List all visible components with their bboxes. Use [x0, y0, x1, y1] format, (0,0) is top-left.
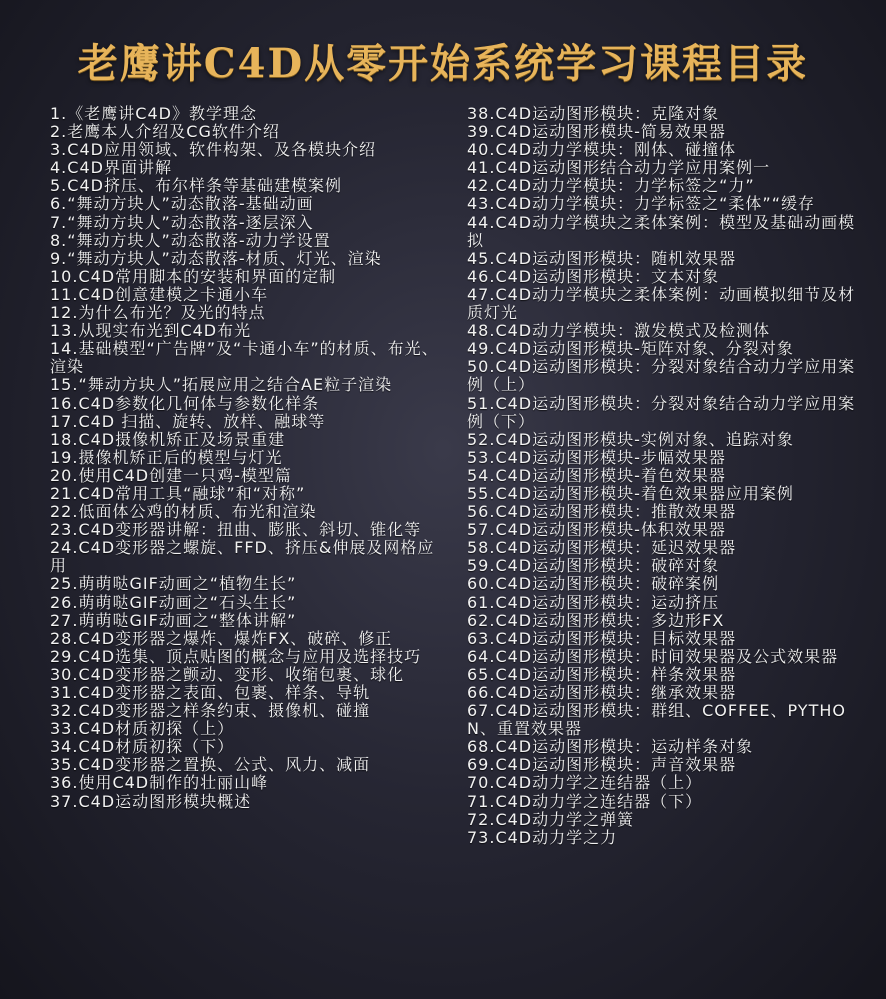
- course-item: 17.C4D 扫描、旋转、放样、融球等: [50, 411, 326, 431]
- course-item: 64.C4D运动图形模块：时间效果器及公式效果器: [467, 646, 839, 666]
- course-item: 10.C4D常用脚本的安装和界面的定制: [50, 266, 337, 286]
- course-item: 59.C4D运动图形模块：破碎对象: [467, 556, 720, 576]
- course-item: 58.C4D运动图形模块：延迟效果器: [467, 538, 737, 558]
- course-item: 65.C4D运动图形模块：样条效果器: [467, 664, 737, 684]
- course-item: 63.C4D运动图形模块：目标效果器: [467, 628, 737, 648]
- course-item: 66.C4D运动图形模块：继承效果器: [467, 683, 737, 702]
- course-item: 46.C4D运动图形模块：文本对象: [467, 266, 720, 286]
- course-item: 24.C4D变形器之螺旋、FFD、挤压&伸展及网格应用: [50, 538, 435, 576]
- course-item: 70.C4D动力学之连结器（上）: [467, 773, 703, 793]
- course-item: 37.C4D运动图形模块概述: [50, 791, 252, 811]
- course-item: 38.C4D运动图形模块：克隆对象: [467, 104, 720, 123]
- course-item: 67.C4D运动图形模块：群组、COFFEE、PYTHON、重置效果器: [467, 701, 846, 739]
- course-item: 71.C4D动力学之连结器（下）: [467, 791, 703, 811]
- course-item: 2.老鹰本人介绍及CG软件介绍: [50, 122, 280, 142]
- course-item: 60.C4D运动图形模块：破碎案例: [467, 574, 720, 594]
- course-item: 6.“舞动方块人”动态散落-基础动画: [50, 194, 314, 214]
- course-item: 29.C4D选集、顶点贴图的概念与应用及选择技巧: [50, 646, 422, 666]
- course-item: 54.C4D运动图形模块-着色效果器: [467, 465, 726, 485]
- course-item: 9.“舞动方块人”动态散落-材质、灯光、渲染: [50, 248, 382, 268]
- course-list-right: [467, 105, 859, 847]
- course-item: 62.C4D运动图形模块：多边形FX: [467, 610, 725, 630]
- course-item: 51.C4D运动图形模块：分裂对象结合动力学应用案例（下）: [467, 393, 856, 431]
- course-item: 19.摄像机矫正后的模型与灯光: [50, 447, 283, 467]
- course-item: 14.基础模型“广告牌”及“卡通小车”的材质、布光、渲染: [50, 339, 439, 377]
- course-item: 56.C4D运动图形模块：推散效果器: [467, 502, 737, 522]
- page-title: 老鹰讲C4D从零开始系统学习课程目录: [77, 40, 809, 87]
- course-item: 13.从现实布光到C4D布光: [50, 321, 252, 341]
- course-item: 33.C4D材质初探（上）: [50, 719, 235, 739]
- course-item: 11.C4D创意建模之卡通小车: [50, 284, 269, 304]
- course-item: 36.使用C4D制作的壮丽山峰: [50, 773, 269, 793]
- course-item: 1.《老鹰讲C4D》教学理念: [50, 104, 257, 123]
- course-item: 20.使用C4D创建一只鸡-模型篇: [50, 465, 292, 485]
- course-item: 61.C4D运动图形模块：运动挤压: [467, 592, 720, 612]
- course-item: 30.C4D变形器之颤动、变形、收缩包裹、球化: [50, 664, 405, 684]
- course-item: 55.C4D运动图形模块-着色效果器应用案例: [467, 483, 794, 503]
- course-item: 45.C4D运动图形模块：随机效果器: [467, 248, 737, 268]
- course-item: 15.“舞动方块人”拓展应用之结合AE粒子渲染: [50, 375, 393, 395]
- course-item: 44.C4D动力学模块之柔体案例：模型及基础动画模拟: [467, 212, 856, 250]
- course-item: 18.C4D摄像机矫正及场景重建: [50, 429, 286, 449]
- course-item: 47.C4D动力学模块之柔体案例：动画模拟细节及材质灯光: [467, 284, 856, 323]
- course-item: 4.C4D界面讲解: [50, 158, 172, 178]
- course-item: 28.C4D变形器之爆炸、爆炸FX、破碎、修正: [50, 628, 393, 648]
- course-item: 32.C4D变形器之样条约束、摄像机、碰撞: [50, 701, 371, 721]
- course-item: 22.低面体公鸡的材质、布光和渲染: [50, 502, 317, 522]
- course-item: 57.C4D运动图形模块-体积效果器: [467, 520, 726, 540]
- course-item: 12.为什么布光？及光的特点: [50, 303, 266, 323]
- course-list-left: [50, 105, 448, 811]
- course-item: 72.C4D动力学之弹簧: [467, 809, 635, 829]
- course-item: 21.C4D常用工具“融球”和“对称”: [50, 483, 306, 503]
- course-item: 53.C4D运动图形模块-步幅效果器: [467, 447, 726, 467]
- course-item: 7.“舞动方块人”动态散落-逐层深入: [50, 212, 314, 232]
- course-item: 26.萌萌哒GIF动画之“石头生长”: [50, 592, 297, 612]
- course-item: 34.C4D材质初探（下）: [50, 737, 235, 757]
- course-item: 52.C4D运动图形模块-实例对象、追踪对象: [467, 429, 794, 449]
- course-item: 41.C4D运动图形结合动力学应用案例一: [467, 158, 771, 178]
- course-item: 50.C4D运动图形模块：分裂对象结合动力学应用案例（上）: [467, 357, 856, 395]
- course-item: 16.C4D参数化几何体与参数化样条: [50, 393, 320, 413]
- course-item: 25.萌萌哒GIF动画之“植物生长”: [50, 574, 297, 594]
- course-item: 48.C4D动力学模块：激发模式及检测体: [467, 321, 771, 341]
- course-item: 3.C4D应用领域、软件构架、及各模块介绍: [50, 140, 376, 160]
- course-item: 35.C4D变形器之置换、公式、风力、减面: [50, 755, 371, 775]
- course-item: 68.C4D运动图形模块：运动样条对象: [467, 737, 754, 757]
- course-item: 31.C4D变形器之表面、包裹、样条、导轨: [50, 683, 371, 702]
- course-item: 23.C4D变形器讲解：扭曲、膨胀、斜切、锥化等: [50, 520, 422, 540]
- course-item: 42.C4D动力学模块：力学标签之“力”: [467, 176, 755, 196]
- course-item: 40.C4D动力学模块：刚体、碰撞体: [467, 140, 737, 160]
- course-item: 39.C4D运动图形模块-简易效果器: [467, 122, 726, 142]
- course-item: 49.C4D运动图形模块-矩阵对象、分裂对象: [467, 339, 794, 359]
- course-item: 43.C4D动力学模块：力学标签之“柔体”“缓存: [467, 194, 815, 214]
- course-item: 8.“舞动方块人”动态散落-动力学设置: [50, 230, 331, 250]
- course-item: 73.C4D动力学之力: [467, 827, 618, 847]
- course-item: 69.C4D运动图形模块：声音效果器: [467, 755, 737, 775]
- course-item: 5.C4D挤压、布尔样条等基础建模案例: [50, 176, 342, 196]
- course-item: 27.萌萌哒GIF动画之“整体讲解”: [50, 610, 297, 630]
